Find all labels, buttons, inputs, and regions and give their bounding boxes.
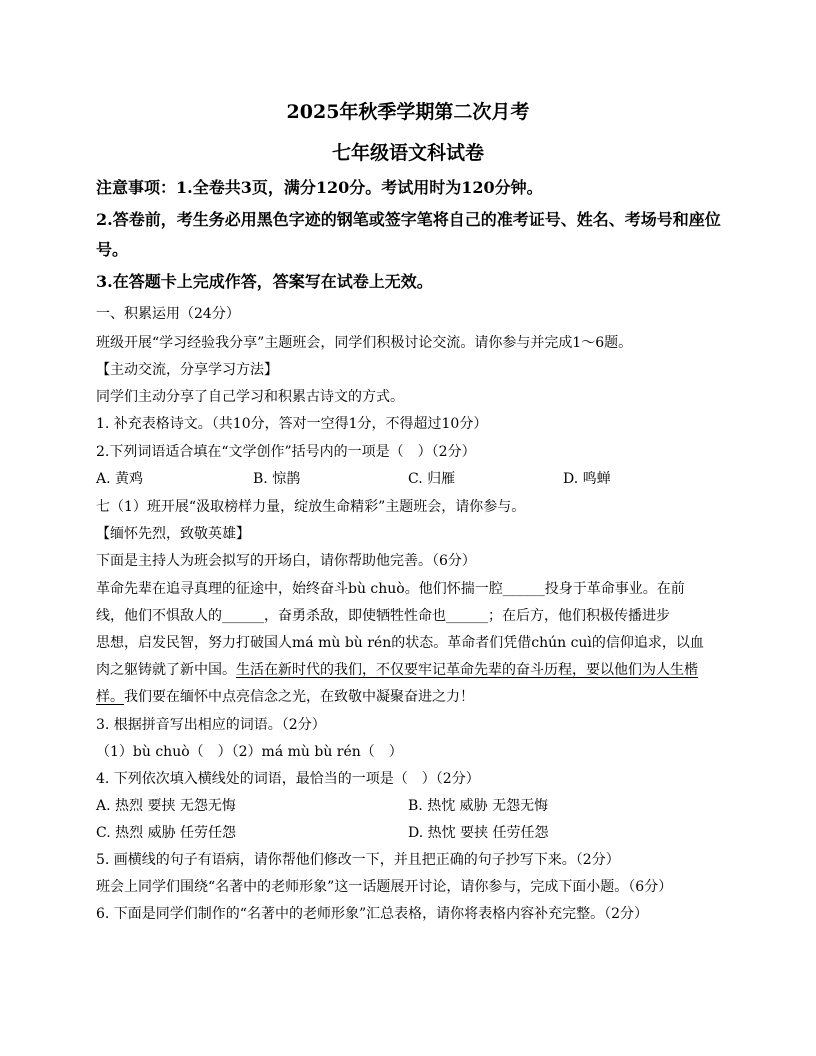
question-6: 6. 下面是同学们制作的“名著中的老师形象”汇总表格，请你将表格内容补充完整。（2分） (96, 906, 649, 922)
notice-line-2-continued: 号。 (96, 240, 129, 259)
question-5: 5. 画横线的句子有语病，请你帮他们修改一下，并且把正确的句子抄写下来。（2分） (96, 852, 620, 868)
notice-line-1: 注意事项：1.全卷共3页，满分120分。考试用时为120分钟。 (96, 178, 543, 197)
passage-line-2: 线，他们不惧敌人的______，奋勇杀敌，即使牺牲性命也______；在后方，他们积极传播进步 (96, 608, 670, 624)
question-4-option-a: A. 热烈 要挟 无怨无悔 (96, 798, 236, 814)
question-4-option-d: D. 热忱 要挟 任劳任怨 (408, 825, 549, 841)
question-4-option-c: C. 热烈 威胁 任劳任怨 (96, 825, 237, 841)
question-4: 4. 下列依次填入横线处的词语，最恰当的一项是（ ）（2分） (96, 771, 480, 787)
underlined-sentence-part-2: 样。 (96, 689, 124, 705)
question-2-option-d: D. 鸣蝉 (563, 471, 611, 487)
question-2-option-c: C. 归雁 (408, 471, 456, 487)
passage-line-3: 思想，启发民智，努力打破国人má mù bù rén的状态。革命者们凭借chún cuì的信仰追求，以血 (96, 635, 704, 651)
passage-line-1: 革命先辈在追寻真理的征途中，始终奋斗bù chuò。他们怀揣一腔______投身于革命事业。在前 (96, 581, 685, 597)
question-2: 2.下列词语适合填在“文学创作”括号内的一项是（ ）（2分） (96, 444, 476, 460)
section-intro: 班级开展“学习经验我分享”主题班会，同学们积极讨论交流。请你参与并完成1～6题。 (96, 335, 633, 351)
notice-line-2: 2.答卷前，考生务必用黑色字迹的钢笔或签字笔将自己的准考证号、姓名、考场号和座位 (96, 210, 721, 229)
section-heading: 一、积累运用（24分） (96, 306, 240, 322)
question-2-option-b: B. 惊鹊 (253, 471, 301, 487)
underlined-sentence-part-1: 生活在新时代的我们，不仅要牢记革命先辈的奋斗历程，要以他们为人生楷 (236, 662, 698, 678)
passage-line-4 (96, 660, 698, 680)
exam-title: 2025年秋季学期第二次月考 (286, 101, 530, 123)
subsection-heading-1: 【主动交流，分享学习方法】 (96, 362, 278, 378)
question-3: 3. 根据拼音写出相应的词语。（2分） (96, 717, 326, 733)
subsection-text-2: 下面是主持人为班会拟写的开场白，请你帮助他完善。（6分） (96, 553, 476, 569)
question-4-option-b: B. 热忱 威胁 无怨无悔 (408, 798, 549, 814)
question-3-items: （1）bù chuò（ ）（2）má mù bù rén（ ） (96, 744, 403, 760)
notice-line-3: 3.在答题卡上完成作答，答案写在试卷上无效。 (96, 272, 433, 291)
class-activity-intro: 七（1）班开展“汲取榜样力量，绽放生命精彩”主题班会，请你参与。 (96, 499, 526, 515)
exam-subtitle: 七年级语文科试卷 (331, 142, 484, 164)
passage-line-4-plain: 肉之躯铸就了新中国。 (96, 662, 236, 678)
question-1: 1. 补充表格诗文。（共10分，答对一空得1分，不得超过10分） (96, 416, 488, 432)
passage-line-5-plain: 我们要在缅怀中点亮信念之光，在致敬中凝聚奋进之力！ (124, 689, 474, 705)
subsection-heading-2: 【缅怀先烈，致敬英雄】 (96, 526, 250, 542)
subsection-text-1: 同学们主动分享了自己学习和积累古诗文的方式。 (96, 389, 404, 405)
discussion-intro: 班会上同学们围绕“名著中的老师形象”这一话题展开讨论，请你参与，完成下面小题。（6分） (96, 879, 673, 895)
passage-line-5 (96, 687, 474, 707)
question-2-option-a: A. 黄鸡 (96, 471, 144, 487)
